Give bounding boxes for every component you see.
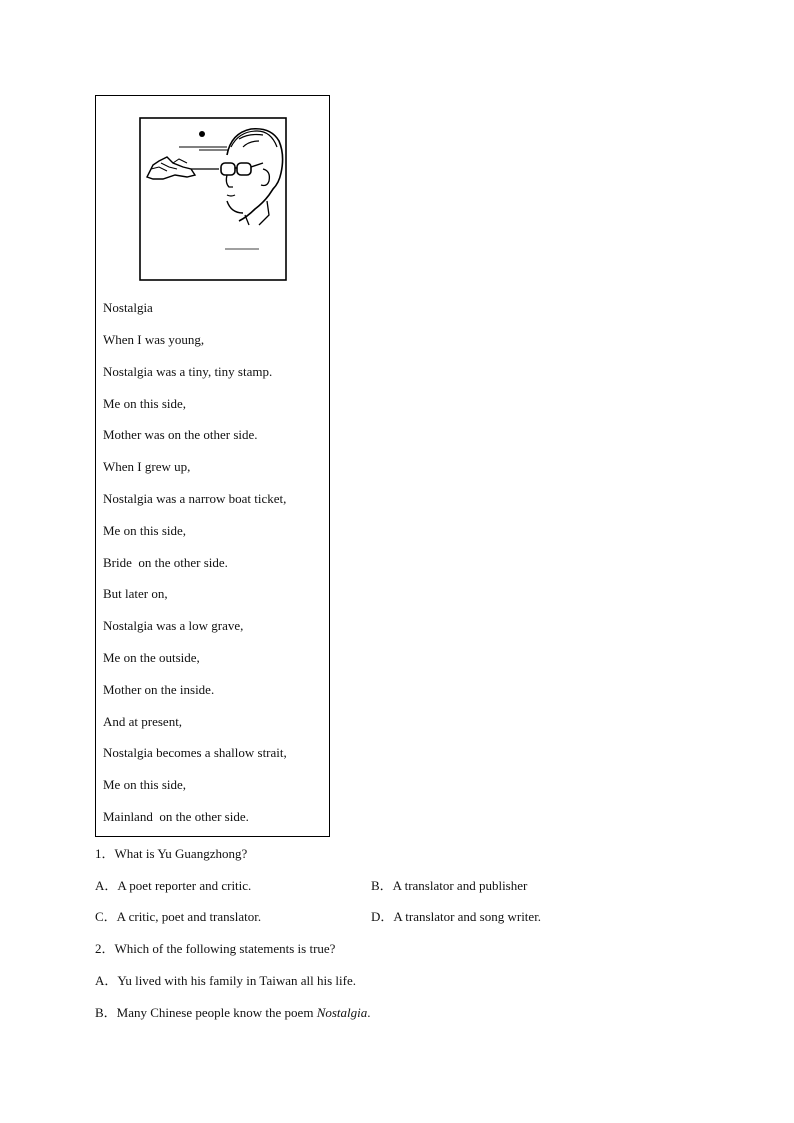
poem-line: Bride on the other side.: [103, 555, 228, 570]
poem-line: Me on the outside,: [103, 650, 200, 665]
poem-line: And at present,: [103, 714, 183, 729]
poem-line: Mainland on the other side.: [103, 809, 249, 824]
poem-box: [95, 95, 330, 837]
poem-line: Mother was on the other side.: [103, 427, 258, 442]
question-2-option-b[interactable]: [95, 1005, 371, 1021]
poem-line: But later on,: [103, 586, 168, 601]
poem-line: Me on this side,: [103, 396, 187, 411]
poem-line: Nostalgia becomes a shallow strait,: [103, 745, 287, 760]
poem-title-italic: Nostalgia: [316, 1005, 368, 1020]
question-1-option-c[interactable]: C．A critic, poet and translator.: [95, 909, 262, 924]
option-b-period: .: [367, 1005, 371, 1020]
poem-line: Nostalgia was a tiny, tiny stamp.: [103, 364, 273, 379]
poem-line: When I grew up,: [103, 459, 191, 474]
poem-line: Nostalgia was a low grave,: [103, 618, 244, 633]
question-1-stem: 1．What is Yu Guangzhong?: [95, 846, 248, 861]
poem-title: Nostalgia: [103, 300, 153, 315]
question-1-option-a[interactable]: A．A poet reporter and critic.: [95, 878, 252, 893]
question-2-stem: 2．Which of the following statements is true?: [95, 941, 336, 956]
question-1-option-b[interactable]: B．A translator and publisher: [371, 878, 528, 893]
poem-line: Mother on the inside.: [103, 682, 215, 697]
poem-line: When I was young,: [103, 332, 205, 347]
question-1-option-d[interactable]: D．A translator and song writer.: [371, 909, 542, 924]
option-b-text: B．Many Chinese people know the poem: [95, 1005, 317, 1020]
poet-illustration: [139, 117, 287, 281]
question-2-option-a[interactable]: A．Yu lived with his family in Taiwan all his life.: [95, 973, 356, 988]
poem-line: Me on this side,: [103, 523, 187, 538]
poem-line: Me on this side,: [103, 777, 187, 792]
poem-line: Nostalgia was a narrow boat ticket,: [103, 491, 287, 506]
